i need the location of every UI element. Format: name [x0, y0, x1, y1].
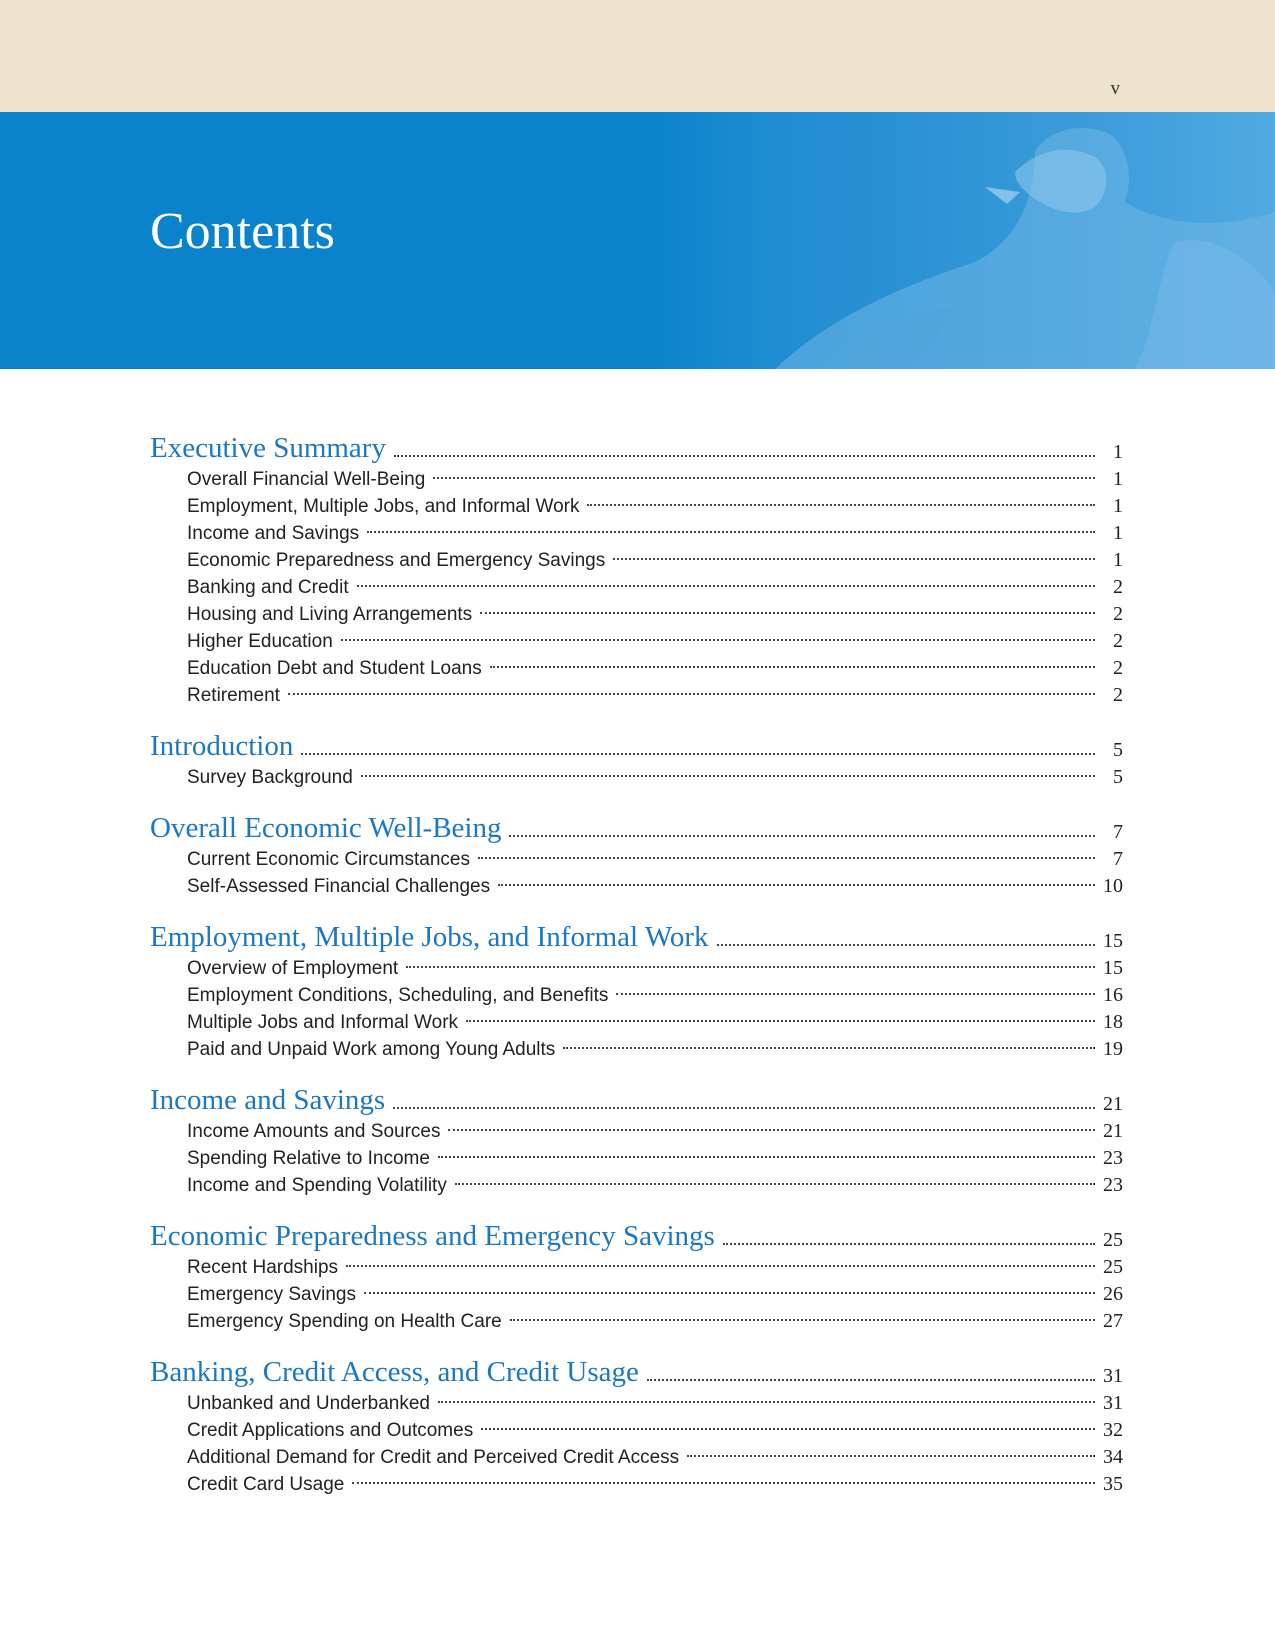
dot-leader	[616, 993, 1095, 995]
toc-section	[150, 430, 1123, 709]
toc-entry[interactable]	[150, 1009, 1123, 1036]
dot-leader	[510, 1319, 1095, 1321]
toc-page-number: 2	[1113, 657, 1123, 679]
dot-leader	[455, 1183, 1095, 1185]
toc-entry-label: Income and Spending Volatility	[187, 1175, 447, 1196]
toc-section-title: Employment, Multiple Jobs, and Informal Work	[150, 921, 709, 953]
dot-leader	[481, 1428, 1095, 1430]
page-title: Contents	[150, 203, 335, 260]
toc-page-number: 26	[1103, 1283, 1123, 1305]
toc-section	[150, 1354, 1123, 1498]
dot-leader	[717, 944, 1095, 946]
toc-page-number: 18	[1103, 1011, 1123, 1033]
toc-entry-label: Employment Conditions, Scheduling, and Benefits	[187, 985, 609, 1006]
toc-page-number: 23	[1103, 1147, 1123, 1169]
contents-banner	[0, 112, 1275, 369]
toc-entry-label: Additional Demand for Credit and Perceived Credit Access	[187, 1447, 680, 1468]
toc-entry[interactable]	[150, 764, 1123, 791]
dot-leader	[723, 1243, 1095, 1245]
dot-leader	[394, 455, 1095, 457]
eagle-illustration	[655, 112, 1275, 369]
dot-leader	[613, 558, 1095, 560]
toc-page-number: 25	[1103, 1256, 1123, 1278]
toc-page-number: 32	[1103, 1419, 1123, 1441]
dot-leader	[490, 666, 1095, 668]
toc-page-number: 7	[1113, 821, 1123, 843]
toc-page-number: 31	[1103, 1392, 1123, 1414]
dot-leader	[433, 477, 1095, 479]
toc-section	[150, 810, 1123, 900]
dot-leader	[341, 639, 1095, 641]
toc-section-heading[interactable]	[150, 810, 1123, 846]
toc-entry-label: Education Debt and Student Loans	[187, 658, 482, 679]
dot-leader	[367, 531, 1095, 533]
dot-leader	[361, 775, 1095, 777]
toc-page-number: 1	[1113, 522, 1123, 544]
toc-page-number: 23	[1103, 1174, 1123, 1196]
toc-section-title: Banking, Credit Access, and Credit Usage	[150, 1356, 639, 1388]
dot-leader	[498, 884, 1095, 886]
toc-page-number: 27	[1103, 1310, 1123, 1332]
dot-leader	[509, 835, 1095, 837]
toc-section	[150, 1218, 1123, 1335]
toc-entry-label: Housing and Living Arrangements	[187, 604, 473, 625]
toc-entry-label: Paid and Unpaid Work among Young Adults	[187, 1039, 556, 1060]
dot-leader	[448, 1129, 1095, 1131]
page-number: v	[1110, 78, 1120, 99]
toc-entry[interactable]	[150, 1417, 1123, 1444]
toc-page-number: 31	[1103, 1365, 1123, 1387]
dot-leader	[438, 1401, 1095, 1403]
toc-entry[interactable]	[150, 493, 1123, 520]
toc-page-number: 25	[1103, 1229, 1123, 1251]
toc-page-number: 19	[1103, 1038, 1123, 1060]
toc-page-number: 5	[1113, 766, 1123, 788]
toc-page-number: 2	[1113, 576, 1123, 598]
toc-entry-label: Retirement	[187, 685, 280, 706]
toc-section	[150, 919, 1123, 1063]
toc-entry[interactable]	[150, 520, 1123, 547]
dot-leader	[478, 857, 1095, 859]
toc-section-heading[interactable]	[150, 728, 1123, 764]
toc-entry-label: Emergency Savings	[187, 1284, 356, 1305]
dot-leader	[352, 1482, 1095, 1484]
toc-page-number: 7	[1113, 848, 1123, 870]
toc-entry[interactable]	[150, 655, 1123, 682]
dot-leader	[563, 1047, 1095, 1049]
dot-leader	[346, 1265, 1095, 1267]
toc-entry-label: Income and Savings	[187, 523, 360, 544]
toc-entry[interactable]	[150, 1254, 1123, 1281]
dot-leader	[393, 1107, 1095, 1109]
toc-page-number: 2	[1113, 684, 1123, 706]
toc-section	[150, 1082, 1123, 1199]
toc-entry[interactable]	[150, 1444, 1123, 1471]
toc-page-number: 2	[1113, 603, 1123, 625]
dot-leader	[301, 753, 1095, 755]
toc-section-title: Overall Economic Well-Being	[150, 812, 502, 844]
toc-entry[interactable]	[150, 955, 1123, 982]
toc-entry[interactable]	[150, 1281, 1123, 1308]
toc-entry-label: Spending Relative to Income	[187, 1148, 430, 1169]
toc-page-number: 21	[1103, 1093, 1123, 1115]
toc-entry[interactable]	[150, 846, 1123, 873]
top-band	[0, 0, 1275, 112]
toc-entry[interactable]	[150, 1145, 1123, 1172]
toc-entry-label: Credit Card Usage	[187, 1474, 345, 1495]
toc-section-heading[interactable]	[150, 1218, 1123, 1254]
toc-entry[interactable]	[150, 1172, 1123, 1199]
toc-entry-label: Emergency Spending on Health Care	[187, 1311, 502, 1332]
toc-entry[interactable]	[150, 574, 1123, 601]
toc-entry[interactable]	[150, 873, 1123, 900]
dot-leader	[480, 612, 1095, 614]
toc-section-title: Economic Preparedness and Emergency Savings	[150, 1220, 715, 1252]
toc-section	[150, 728, 1123, 791]
toc-entry-label: Higher Education	[187, 631, 333, 652]
dot-leader	[647, 1379, 1095, 1381]
toc-entry-label: Self-Assessed Financial Challenges	[187, 876, 491, 897]
toc-entry[interactable]	[150, 601, 1123, 628]
dot-leader	[288, 693, 1095, 695]
toc-page-number: 15	[1103, 930, 1123, 952]
dot-leader	[587, 504, 1095, 506]
toc-page-number: 10	[1103, 875, 1123, 897]
toc-section-heading[interactable]	[150, 1082, 1123, 1118]
toc-section-title: Executive Summary	[150, 432, 386, 464]
toc-entry-label: Credit Applications and Outcomes	[187, 1420, 474, 1441]
toc-entry[interactable]	[150, 628, 1123, 655]
toc-entry[interactable]	[150, 682, 1123, 709]
toc-page-number: 1	[1113, 441, 1123, 463]
toc-entry[interactable]	[150, 466, 1123, 493]
toc-entry[interactable]	[150, 1036, 1123, 1063]
toc-section-title: Income and Savings	[150, 1084, 386, 1116]
table-of-contents	[150, 430, 1123, 1517]
toc-entry[interactable]	[150, 1471, 1123, 1498]
toc-section-heading[interactable]	[150, 430, 1123, 466]
toc-entry-label: Survey Background	[187, 767, 353, 788]
dot-leader	[687, 1455, 1095, 1457]
dot-leader	[466, 1020, 1095, 1022]
toc-section-heading[interactable]	[150, 919, 1123, 955]
toc-page-number: 1	[1113, 495, 1123, 517]
toc-entry[interactable]	[150, 547, 1123, 574]
toc-section-title: Introduction	[150, 730, 294, 762]
toc-entry[interactable]	[150, 1390, 1123, 1417]
toc-entry-label: Current Economic Circumstances	[187, 849, 470, 870]
toc-entry[interactable]	[150, 982, 1123, 1009]
toc-page-number: 1	[1113, 549, 1123, 571]
toc-section-heading[interactable]	[150, 1354, 1123, 1390]
toc-page-number: 21	[1103, 1120, 1123, 1142]
dot-leader	[406, 966, 1095, 968]
dot-leader	[438, 1156, 1095, 1158]
toc-page-number: 1	[1113, 468, 1123, 490]
dot-leader	[357, 585, 1095, 587]
toc-page-number: 5	[1113, 739, 1123, 761]
toc-entry-label: Employment, Multiple Jobs, and Informal Work	[187, 496, 580, 517]
toc-entry-label: Unbanked and Underbanked	[187, 1393, 430, 1414]
toc-page-number: 16	[1103, 984, 1123, 1006]
toc-entry-label: Overall Financial Well-Being	[187, 469, 426, 490]
toc-entry-label: Economic Preparedness and Emergency Savings	[187, 550, 606, 571]
toc-page-number: 35	[1103, 1473, 1123, 1495]
toc-page-number: 2	[1113, 630, 1123, 652]
toc-entry-label: Recent Hardships	[187, 1257, 339, 1278]
toc-entry-label: Multiple Jobs and Informal Work	[187, 1012, 459, 1033]
toc-page-number: 15	[1103, 957, 1123, 979]
toc-entry-label: Banking and Credit	[187, 577, 349, 598]
dot-leader	[364, 1292, 1095, 1294]
toc-entry[interactable]	[150, 1118, 1123, 1145]
toc-page-number: 34	[1103, 1446, 1123, 1468]
toc-entry[interactable]	[150, 1308, 1123, 1335]
toc-entry-label: Overview of Employment	[187, 958, 399, 979]
toc-entry-label: Income Amounts and Sources	[187, 1121, 441, 1142]
